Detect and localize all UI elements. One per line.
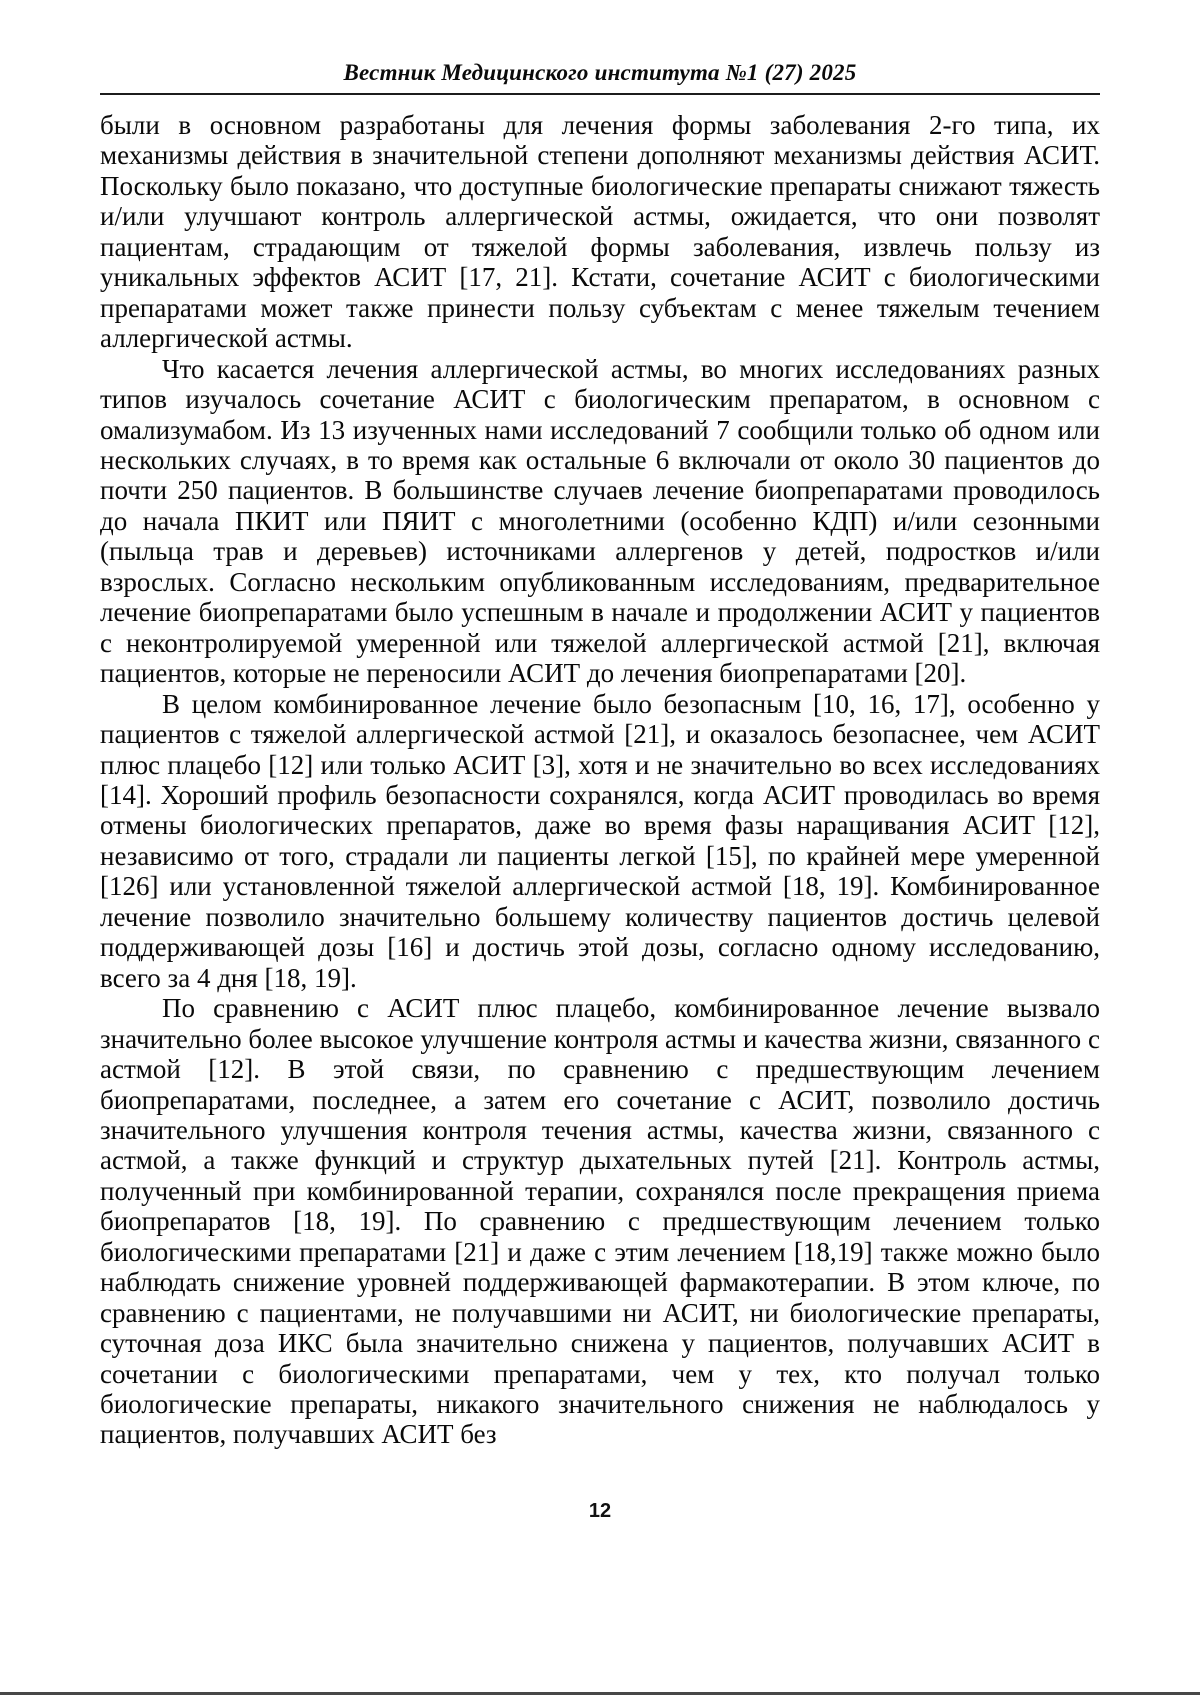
page-footer xyxy=(0,1500,1200,1523)
journal-header xyxy=(100,0,1100,86)
paragraph: Что касается лечения аллергической астмы, во многих исследованиях разных типов изучалось сочетание АСИТ с биологическим препаратом, в основном с омализумабом. Из 13 изученных нами исследований 7 сообщили только об одном или нескольких случаях, в то время как остальные 6 включали от около 30 пациентов до почти 250 пациентов. В большинстве случаев лечение биопрепаратами проводилось до начала ПКИТ или ПЯИТ с многолетними (особенно КДП) и/или сезонными (пыльца трав и деревьев) источниками аллергенов у детей, подростков и/или взрослых. Согласно нескольким опубликованным исследованиям, предварительное лечение биопрепаратами было успешным в начале и продолжении АСИТ у пациентов с неконтролируемой умеренной или тяжелой аллергической астмой [21], включая пациентов, которые не переносили АСИТ до лечения биопрепаратами [20]. xyxy=(100,353,1100,689)
paragraph-continuation: были в основном разработаны для лечения формы заболевания 2-го типа, их механизмы действия в значительной степени дополняют механизмы действия АСИТ. Поскольку было показано, что доступные биологические препараты снижают тяжесть и/или улучшают контроль аллергической астмы, ожидается, что они позволят пациентам, страдающим от тяжелой формы заболевания, извлечь пользу из уникальных эффектов АСИТ [17, 21]. Кстати, сочетание АСИТ с биологическими препаратами может также принести пользу субъектам с менее тяжелым течением аллергической астмы. xyxy=(100,110,1100,354)
paragraph: По сравнению с АСИТ плюс плацебо, комбинированное лечение вызвало значительно более высокое улучшение контроля астмы и качества жизни, связанного с астмой [12]. В этой связи, по сравнению с предшествующим лечением биопрепаратами, последнее, а затем его сочетание с АСИТ, позволило достичь значительного улучшения контроля течения астмы, качества жизни, связанного с астмой, а также функций и структур дыхательных путей [21]. Контроль астмы, полученный при комбинированной терапии, сохранялся после прекращения приема биопрепаратов [18, 19]. По сравнению с предшествующим лечением только биологическими препаратами [21] и даже с этим лечением [18,19] также можно было наблюдать снижение уровней поддерживающей фармакотерапии. В этом ключе, по сравнению с пациентами, не получавшими ни АСИТ, ни биологические препараты, суточная доза ИКС была значительно снижена у пациентов, получавших АСИТ в сочетании с биологическими препаратами, чем у тех, кто получал только биологические препараты, никакого значительного снижения не наблюдалось у пациентов, получавших АСИТ без xyxy=(100,993,1100,1450)
page-number: 12 xyxy=(588,1500,612,1522)
header-divider xyxy=(100,93,1100,95)
bottom-edge-line xyxy=(0,1692,1200,1695)
journal-title: Вестник Медицинского института №1 (27) 2025 xyxy=(343,60,857,85)
paragraph: В целом комбинированное лечение было безопасным [10, 16, 17], особенно у пациентов с тяжелой аллергической астмой [21], и оказалось безопаснее, чем АСИТ плюс плацебо [12] или только АСИТ [3], хотя и не значительно во всех исследованиях [14]. Хороший профиль безопасности сохранялся, когда АСИТ проводилась во время отмены биологических препаратов, даже во время фазы наращивания АСИТ [12], независимо от того, страдали ли пациенты легкой [15], по крайней мере умеренной [126] или установленной тяжелой аллергической астмой [18, 19]. Комбинированное лечение позволило значительно большему количеству пациентов достичь целевой поддерживающей дозы [16] и достичь этой дозы, согласно одному исследованию, всего за 4 дня [18, 19]. xyxy=(100,688,1100,993)
article-body xyxy=(100,110,1100,1450)
